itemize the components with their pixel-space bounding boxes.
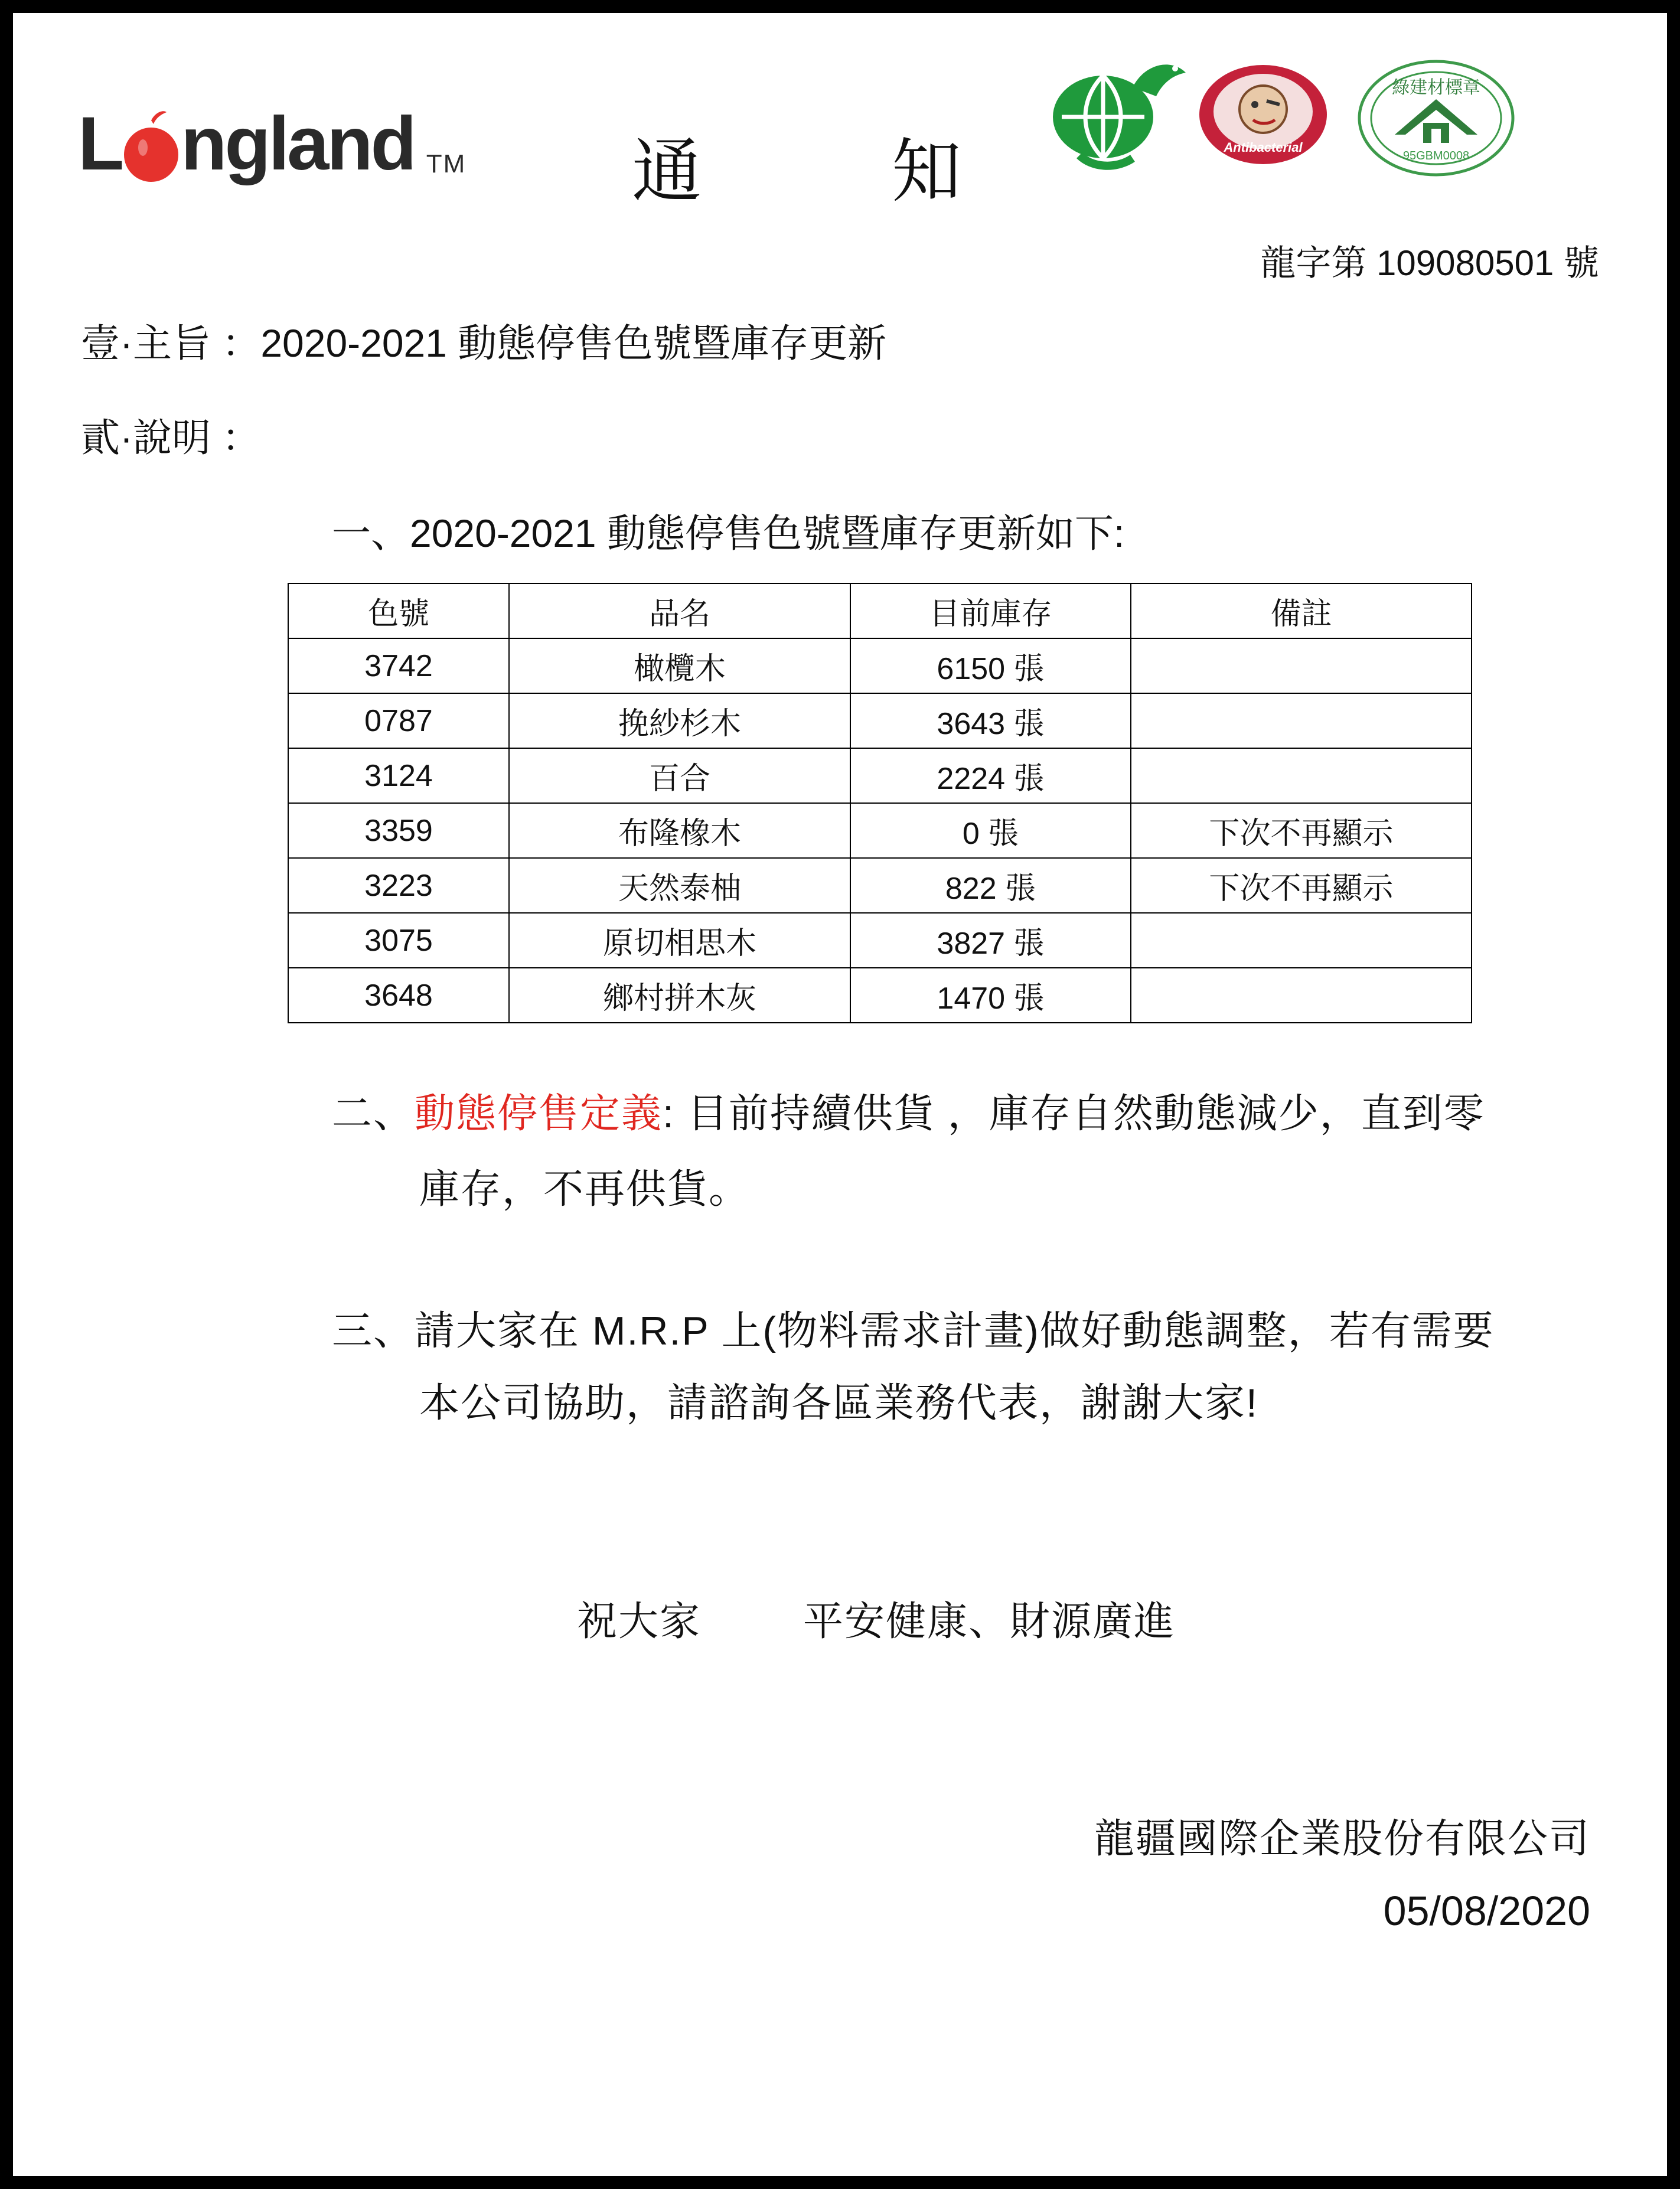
cell-product-name: 天然泰柚 xyxy=(509,858,850,913)
cell-product-name: 原切相思木 xyxy=(509,913,850,968)
cell-current-stock: 1470 張 xyxy=(850,968,1131,1023)
stock-table xyxy=(288,583,1472,1023)
cell-color-code: 3124 xyxy=(288,748,509,803)
cell-remarks xyxy=(1131,638,1472,693)
green-building-seal-text: 綠建材標章 xyxy=(1392,77,1480,98)
cell-current-stock: 2224 張 xyxy=(850,748,1131,803)
subject-text: 2020-2021 動態停售色號暨庫存更新 xyxy=(260,321,887,365)
cell-remarks xyxy=(1131,913,1472,968)
cell-product-name: 布隆橡木 xyxy=(509,803,850,858)
antibacterial-seal-text: Antibacterial xyxy=(1224,140,1303,155)
table-row xyxy=(288,748,1472,803)
antibacterial-seal-icon xyxy=(1197,63,1330,169)
cell-color-code: 3075 xyxy=(288,913,509,968)
subject-label: 壹·主旨 ： xyxy=(81,321,261,365)
cell-product-name: 挽紗杉木 xyxy=(509,693,850,748)
explanation-label: 貳·說明 ： xyxy=(81,416,261,459)
document-date: 05/08/2020 xyxy=(1383,1888,1590,1934)
cell-color-code: 3359 xyxy=(288,803,509,858)
item-2-line-2: 庫存，不再供貨。 xyxy=(419,1167,751,1212)
cell-remarks xyxy=(1131,748,1472,803)
table-row xyxy=(288,638,1472,693)
table-header-row xyxy=(288,583,1472,638)
logo-tm: TM xyxy=(426,149,467,178)
item-3-line-1: 三、請大家在 M.R.P 上(物料需求計畫)做好動態調整，若有需要 xyxy=(332,1309,1495,1353)
closing-greeting: 祝大家 xyxy=(577,1599,702,1644)
item-1-heading: 一、2020-2021 動態停售色號暨庫存更新如下: xyxy=(332,511,1125,555)
cell-color-code: 0787 xyxy=(288,693,509,748)
cell-current-stock: 6150 張 xyxy=(850,638,1131,693)
document-number: 龍字第 109080501 號 xyxy=(1260,243,1599,283)
subject-line xyxy=(81,312,886,368)
header-product-name: 品名 xyxy=(509,583,850,638)
longland-logo xyxy=(78,102,467,186)
cell-color-code: 3223 xyxy=(288,858,509,913)
cell-remarks xyxy=(1131,693,1472,748)
table-row xyxy=(288,693,1472,748)
cell-current-stock: 822 張 xyxy=(850,858,1131,913)
item-2-highlight: 動態停售定義 xyxy=(415,1091,663,1136)
item-2-prefix: 二、 xyxy=(332,1091,415,1136)
cell-color-code: 3648 xyxy=(288,968,509,1023)
closing-wishes: 平安健康、財源廣進 xyxy=(803,1599,1176,1644)
green-mark-seal-icon xyxy=(1044,52,1192,173)
cell-remarks: 下次不再顯示 xyxy=(1131,803,1472,858)
header-current-stock: 目前庫存 xyxy=(850,583,1131,638)
cell-current-stock: 0 張 xyxy=(850,803,1131,858)
cell-product-name: 鄉村拼木灰 xyxy=(509,968,850,1023)
item-2-line-1 xyxy=(332,1076,1485,1151)
cell-current-stock: 3643 張 xyxy=(850,693,1131,748)
table-row xyxy=(288,968,1472,1023)
logo-wordmark-rest: ngland xyxy=(181,102,415,186)
company-name: 龍疆國際企業股份有限公司 xyxy=(1094,1816,1590,1861)
cell-color-code: 3742 xyxy=(288,638,509,693)
green-building-seal-code: 95GBM0008 xyxy=(1402,149,1470,162)
cell-product-name: 百合 xyxy=(509,748,850,803)
header-remarks: 備註 xyxy=(1131,583,1472,638)
table-row xyxy=(288,913,1472,968)
cell-remarks: 下次不再顯示 xyxy=(1131,858,1472,913)
title-char-1: 通 xyxy=(632,131,702,212)
item-3-line-2: 本公司協助，請諮詢各區業務代表，謝謝大家! xyxy=(419,1381,1258,1425)
apple-logo-icon xyxy=(122,109,181,182)
cell-product-name: 橄欖木 xyxy=(509,638,850,693)
title-char-2: 知 xyxy=(892,131,962,212)
green-building-material-seal-icon xyxy=(1357,59,1515,180)
cell-remarks xyxy=(1131,968,1472,1023)
table-row xyxy=(288,803,1472,858)
item-2-line-1-rest: : 目前持續供貨 ，庫存自然動態減少，直到零 xyxy=(663,1091,1485,1136)
header-color-code: 色號 xyxy=(288,583,509,638)
cell-current-stock: 3827 張 xyxy=(850,913,1131,968)
table-row xyxy=(288,858,1472,913)
logo-letter-l: L xyxy=(78,102,122,186)
